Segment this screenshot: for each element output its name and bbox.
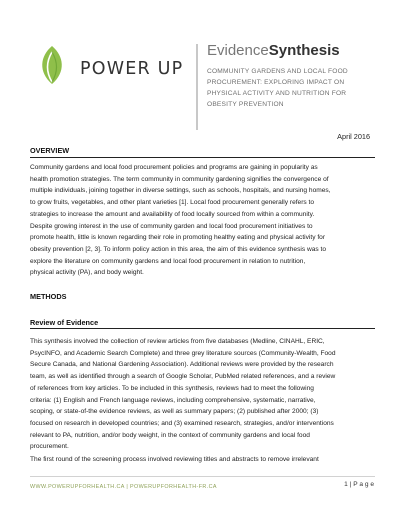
overview-heading: OVERVIEW: [30, 146, 70, 155]
text-line: relevant to PA, nutrition, and/or body weight, in the context of community gardens and local food: [30, 431, 310, 439]
text-line: procurement.: [30, 443, 69, 451]
footer-rule: [30, 476, 375, 477]
page-number: 1 | P a g e: [344, 481, 374, 488]
power-up-logo: [30, 44, 184, 84]
footer-website-links[interactable]: WWW.POWERUPFORHEALTH.CA | POWERUPFORHEALTH-FR.CA: [30, 484, 217, 490]
text-line: criteria: (1) English and French language reviews, including comprehensive, systematic, narrative,: [30, 396, 316, 404]
text-line: This synthesis involved the collection of review articles from five databases (Medline, CINAHL, ERIC,: [30, 338, 325, 345]
methods-rule: [30, 328, 375, 329]
text-line: explore the literature on community gardens and local food procurement in relation to nutrition,: [30, 257, 306, 265]
screening-paragraph: [30, 454, 376, 466]
text-line: strategies to increase the amount and availability of food locally sourced from within a community.: [30, 210, 315, 218]
text-line: focused on research in developed countries; and (3) examined research, strategies, and/or interventions: [30, 419, 334, 427]
text-line: Secure Canada, and National Gardening Association). Additional reviews were provided by the research: [30, 361, 334, 369]
text-line: Community gardens and local food procurement policies and programs are gaining in popularity as: [30, 164, 318, 171]
review-of-evidence-heading: Review of Evidence: [30, 318, 99, 327]
text-line: promote health, little is known regarding their role in promoting healthy eating and physical activity for: [30, 234, 326, 242]
text-line: to grow fruits, vegetables, and other plant varieties [1]. Local food procurement generally refers to: [30, 199, 315, 207]
publication-date: April 2016: [337, 132, 370, 141]
text-line: physical activity (PA), and body weight.: [30, 269, 144, 277]
series-title-bold: Synthesis: [268, 42, 340, 59]
methods-heading: METHODS: [30, 292, 67, 301]
text-line: team, as well as identified through a search of Google Scholar, PubMed related references, and a review: [30, 373, 336, 381]
text-line: scoping, or state-of-the evidence reviews, as well as summary papers; (2) published after 2000; (3): [30, 408, 319, 416]
logo-text: POWER UP: [80, 59, 184, 79]
subtitle-line: PHYSICAL ACTIVITY AND NUTRITION FOR: [207, 90, 347, 97]
subtitle-line: PROCUREMENT: EXPLORING IMPACT ON: [207, 79, 345, 86]
document-subtitle: [207, 66, 377, 110]
header-divider: [196, 44, 198, 130]
text-line: Despite growing interest in the use of community garden and local food procurement initiatives to: [30, 222, 313, 230]
text-line: multiple individuals, joining together in diverse settings, such as schools, hospitals, and nursing homes,: [30, 187, 331, 195]
text-line: obesity prevention [2, 3]. To inform policy action in this area, the aim of this evidence synthesis was to: [30, 245, 327, 253]
leaf-icon: [30, 44, 74, 88]
subtitle-line: COMMUNITY GARDENS AND LOCAL FOOD: [207, 68, 348, 75]
text-line: PsycINFO, and Academic Search Complete) and three grey literature sources (Community-Wealth, Food: [30, 349, 336, 357]
text-line: The first round of the screening process involved reviewing titles and abstracts to remove irrelevant: [30, 456, 319, 463]
series-title: [207, 42, 340, 59]
subtitle-line: OBESITY PREVENTION: [207, 101, 284, 108]
overview-paragraph: [30, 162, 376, 279]
text-line: of references from key articles. To be included in this synthesis, reviews had to meet the following: [30, 384, 314, 392]
text-line: health promotion strategies. The term community in community gardening signifies the convergence of: [30, 175, 329, 183]
series-title-light: Evidence: [207, 42, 269, 59]
methods-paragraph: [30, 336, 376, 453]
overview-rule: [30, 157, 375, 158]
